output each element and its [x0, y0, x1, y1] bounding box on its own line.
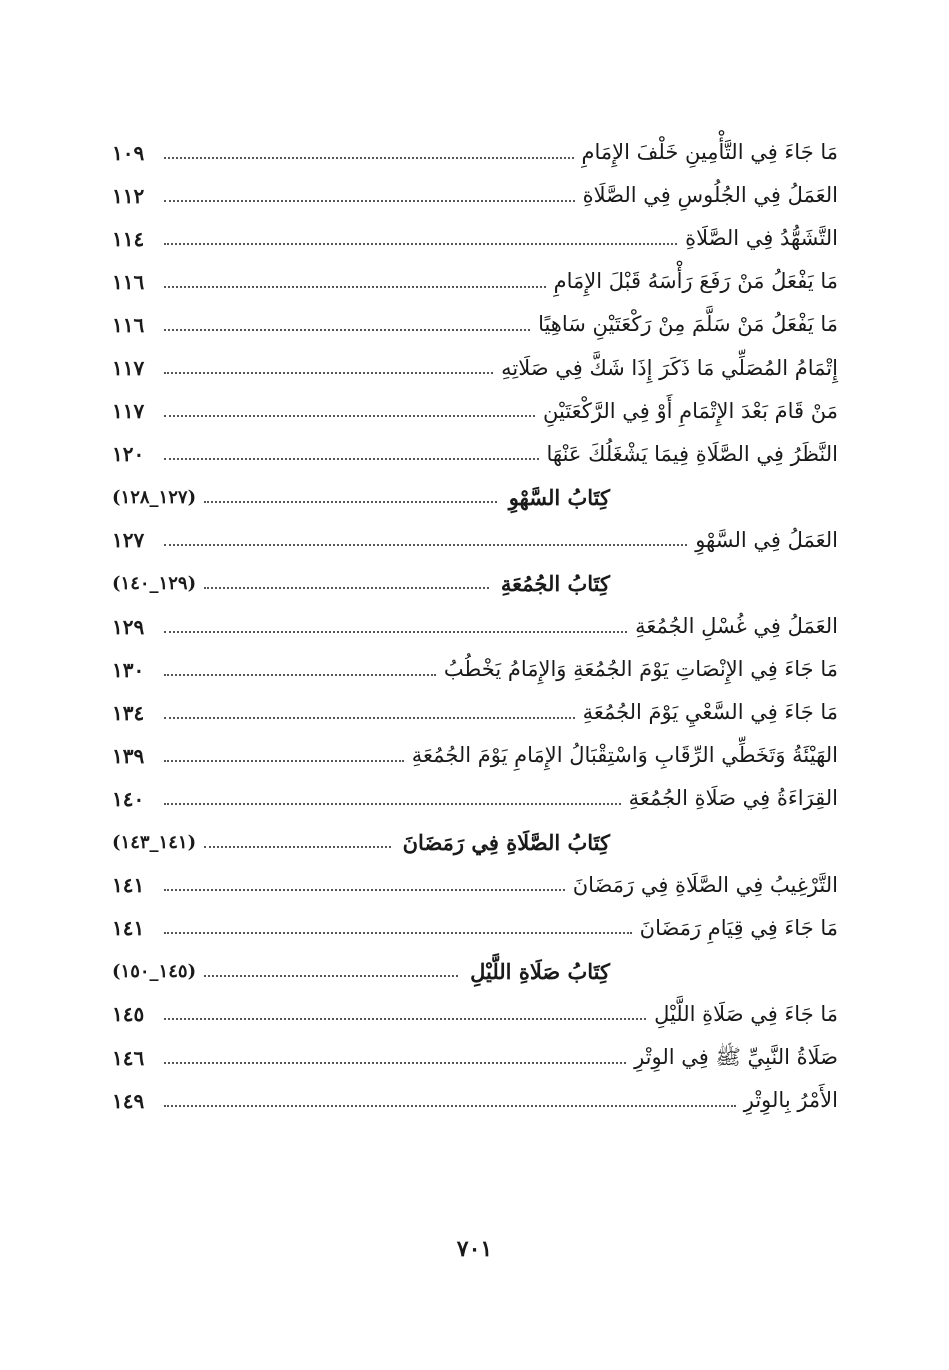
toc-entry	[112, 734, 838, 777]
entry-title: العَمَلُ فِي السَّهْوِ	[695, 527, 838, 552]
toc-entry	[112, 691, 838, 734]
dot-leader	[164, 932, 632, 934]
dot-leader	[164, 1018, 646, 1020]
section-title: كِتَابُ الصَّلَاةِ فِي رَمَضَانَ	[402, 829, 610, 855]
entry-page-number: ١٢٠	[112, 442, 145, 467]
dot-leader	[164, 372, 493, 374]
dot-leader	[204, 846, 391, 848]
toc-entry	[112, 303, 838, 346]
dot-leader	[164, 286, 546, 288]
entry-title: مَا يَفْعَلُ مَنْ سَلَّمَ مِنْ رَكْعَتَيْنِ سَاهِيًا	[538, 312, 838, 337]
entry-page-number: ١١٢	[112, 183, 145, 208]
entry-page-number: ١٤١	[112, 916, 145, 941]
dot-leader	[164, 243, 677, 245]
entry-title: مَا جَاءَ فِي الإِنْصَاتِ يَوْمَ الجُمُعَةِ وَالإِمَامُ يَخْطُبُ	[443, 657, 838, 682]
dot-leader	[164, 157, 574, 159]
entry-title: النَّظَرُ فِي الصَّلَاةِ فِيمَا يَشْغَلُكَ عَنْهَا	[546, 441, 838, 466]
entry-title: مَا يَفْعَلُ مَنْ رَفَعَ رَأْسَهُ قَبْلَ الإِمَامِ	[553, 269, 838, 294]
section-heading	[112, 821, 838, 864]
table-of-contents	[112, 131, 838, 1122]
dot-leader	[164, 544, 687, 546]
dot-leader	[164, 717, 575, 719]
entry-title: مَا جَاءَ فِي السَّعْيِ يَوْمَ الجُمُعَةِ	[582, 700, 838, 725]
entry-title: العَمَلُ فِي الجُلُوسِ فِي الصَّلَاةِ	[582, 183, 838, 208]
toc-entry	[112, 907, 838, 950]
toc-entry	[112, 174, 838, 217]
section-title: كِتَابُ الجُمُعَةِ	[500, 570, 610, 596]
entry-title: صَلَاةُ النَّبِيِّ ﷺ فِي الوِتْرِ	[634, 1045, 838, 1070]
entry-page-number: ١١٦	[112, 269, 145, 294]
entry-page-number: ١٢٧	[112, 528, 145, 553]
dot-leader	[164, 1062, 626, 1064]
entry-page-number: ١٤٩	[112, 1088, 145, 1113]
dot-leader	[164, 760, 404, 762]
entry-page-number: ١٠٩	[112, 140, 145, 165]
entry-page-number: ١٤٠	[112, 786, 145, 811]
section-heading	[112, 476, 838, 519]
dot-leader	[204, 587, 489, 589]
entry-title: القِرَاءَةُ فِي صَلَاةِ الجُمُعَةِ	[628, 786, 838, 811]
toc-entry	[112, 777, 838, 820]
toc-entry	[112, 433, 838, 476]
entry-page-number: ١١٤	[112, 226, 145, 251]
toc-entry	[112, 390, 838, 433]
entry-page-number: ١٤٦	[112, 1045, 145, 1070]
section-page-range: (١٢٧_١٢٨)	[112, 486, 197, 508]
dot-leader	[164, 674, 436, 676]
dot-leader	[164, 329, 530, 331]
entry-title: التَّرْغِيبُ فِي الصَّلَاةِ فِي رَمَضَانَ	[572, 872, 838, 897]
dot-leader	[164, 200, 575, 202]
toc-entry	[112, 993, 838, 1036]
entry-page-number: ١١٧	[112, 356, 145, 381]
toc-entry	[112, 217, 838, 260]
entry-title: مَا جَاءَ فِي التَّأْمِينِ خَلْفَ الإِمَامِ	[581, 140, 838, 165]
toc-entry	[112, 346, 838, 389]
entry-title: الأَمْرُ بِالوِتْرِ	[743, 1088, 838, 1113]
entry-title: مَا جَاءَ فِي صَلَاةِ اللَّيْلِ	[654, 1001, 838, 1026]
dot-leader	[204, 501, 497, 503]
section-heading	[112, 950, 838, 993]
toc-entry	[112, 648, 838, 691]
entry-page-number: ١٤١	[112, 873, 145, 898]
dot-leader	[164, 458, 539, 460]
toc-entry	[112, 605, 838, 648]
toc-entry	[112, 1079, 838, 1122]
toc-entry	[112, 864, 838, 907]
entry-page-number: ١١٧	[112, 399, 145, 424]
toc-entry	[112, 131, 838, 174]
section-page-range: (١٤١_١٤٣)	[112, 831, 197, 853]
section-title: كِتَابُ صَلَاةِ اللَّيْلِ	[470, 958, 610, 984]
entry-page-number: ١٣٠	[112, 657, 145, 682]
entry-title: العَمَلُ فِي غُسْلِ الجُمُعَةِ	[635, 614, 838, 639]
entry-title: مَنْ قَامَ بَعْدَ الإِتْمَامِ أَوْ فِي الرَّكْعَتَيْنِ	[542, 398, 838, 423]
dot-leader	[164, 803, 621, 805]
toc-entry	[112, 260, 838, 303]
section-title: كِتَابُ السَّهْوِ	[508, 484, 610, 510]
entry-page-number: ١٤٥	[112, 1002, 145, 1027]
section-page-range: (١٢٩_١٤٠)	[112, 572, 197, 594]
dot-leader	[204, 975, 458, 977]
dot-leader	[164, 1105, 736, 1107]
entry-title: مَا جَاءَ فِي قِيَامِ رَمَضَانَ	[639, 915, 838, 940]
dot-leader	[164, 415, 535, 417]
entry-title: إِتْمَامُ المُصَلِّي مَا ذَكَرَ إِذَا شَكَّ فِي صَلَاتِهِ	[501, 355, 838, 380]
dot-leader	[164, 631, 627, 633]
entry-page-number: ١٢٩	[112, 614, 145, 639]
toc-entry	[112, 519, 838, 562]
dot-leader	[164, 889, 565, 891]
entry-page-number: ١٣٩	[112, 743, 145, 768]
entry-page-number: ١٣٤	[112, 700, 145, 725]
entry-page-number: ١١٦	[112, 312, 145, 337]
entry-title: التَّشَهُّدُ فِي الصَّلَاةِ	[685, 226, 838, 251]
section-page-range: (١٤٥_١٥٠)	[112, 960, 197, 982]
toc-entry	[112, 1036, 838, 1079]
entry-title: الهَيْئَةُ وَتَخَطِّي الرِّقَابِ وَاسْتِقْبَالُ الإِمَامِ يَوْمَ الجُمُعَةِ	[411, 743, 838, 768]
section-heading	[112, 562, 838, 605]
page-number: ٧٠١	[456, 1236, 493, 1262]
